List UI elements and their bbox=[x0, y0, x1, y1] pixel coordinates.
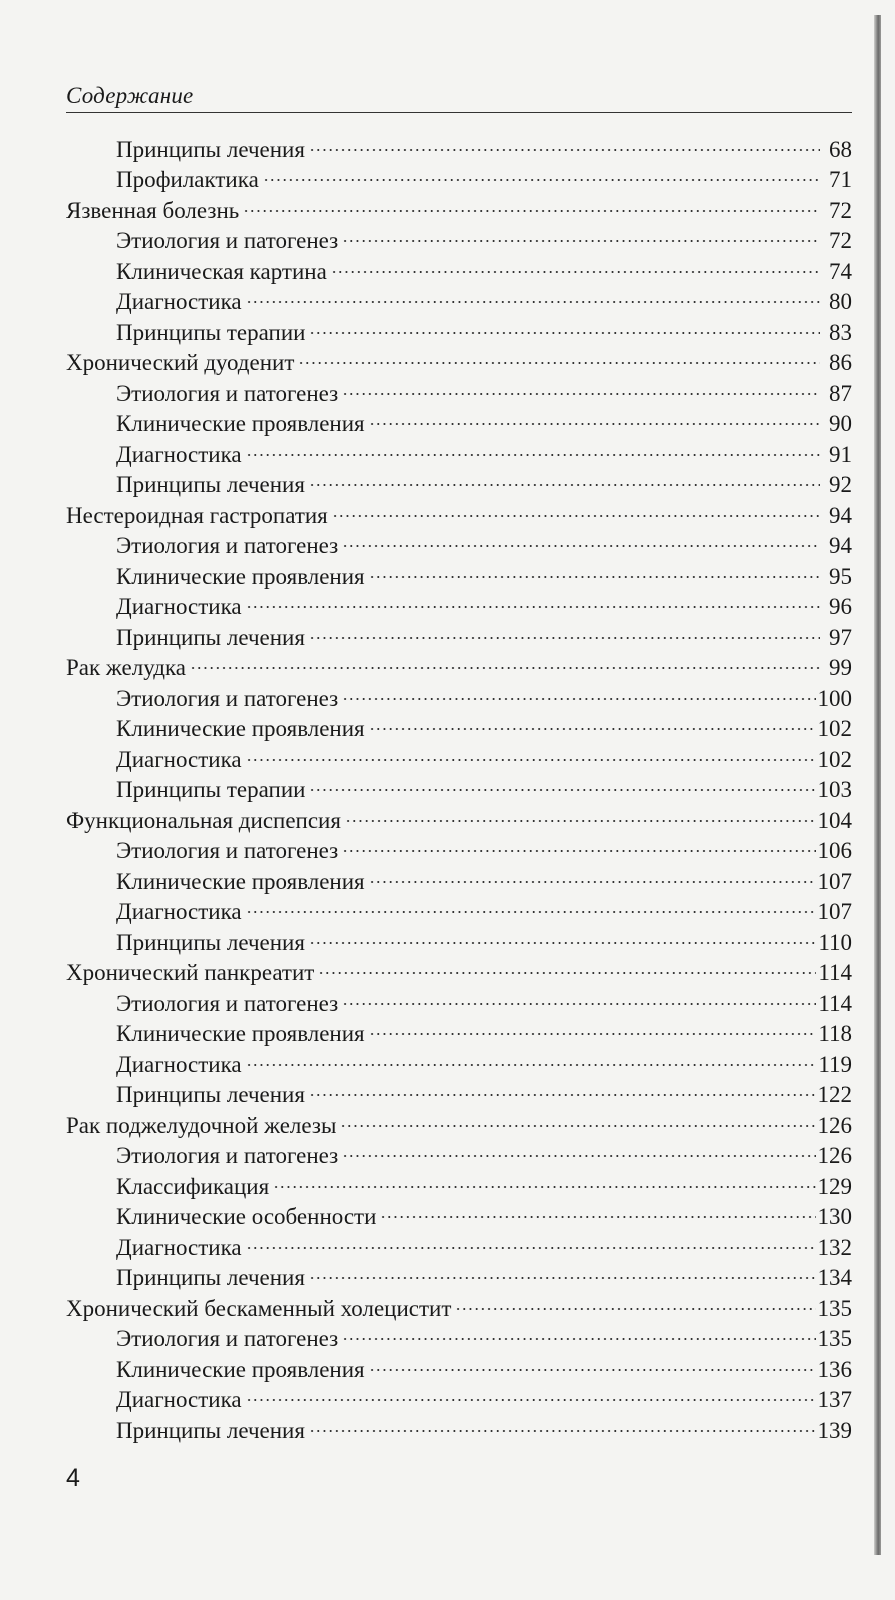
toc-entry-title: Хронический панкреатит bbox=[66, 960, 315, 985]
toc-entry-title: Нестероидная гастропатия bbox=[66, 502, 328, 528]
toc-section-entry bbox=[66, 1163, 852, 1199]
toc-entry-title: Этиология и патогенез bbox=[116, 685, 339, 711]
toc-dot-leader bbox=[340, 370, 822, 401]
toc-entry-title: Этиология и патогенез bbox=[116, 1143, 339, 1168]
toc-entry-page: 95 bbox=[829, 563, 852, 589]
toc-dot-leader bbox=[367, 1011, 819, 1042]
toc-entry-page: 92 bbox=[829, 472, 852, 497]
toc-entry-title: Клинические проявления bbox=[116, 563, 365, 589]
toc-dot-leader bbox=[343, 797, 818, 828]
toc-entry-title: Язвенная болезнь bbox=[66, 197, 240, 223]
toc-entry-page: 87 bbox=[829, 380, 852, 406]
toc-dot-leader bbox=[338, 1102, 817, 1133]
toc-section-entry bbox=[66, 1316, 852, 1351]
toc-section-entry bbox=[66, 706, 852, 741]
toc-dot-leader bbox=[307, 614, 822, 645]
toc-chapter-entry bbox=[66, 187, 852, 223]
toc-chapter-entry bbox=[66, 797, 852, 833]
toc-chapter-entry bbox=[66, 340, 852, 375]
toc-section-entry bbox=[66, 1255, 852, 1290]
toc-dot-leader bbox=[244, 1224, 818, 1255]
toc-dot-leader bbox=[307, 462, 822, 493]
toc-entry-page: 126 bbox=[817, 1143, 852, 1168]
toc-section-entry bbox=[66, 889, 852, 924]
toc-section-entry bbox=[66, 401, 852, 436]
toc-dot-leader bbox=[330, 492, 822, 523]
toc-entry-page: 132 bbox=[817, 1234, 852, 1260]
toc-dot-leader bbox=[367, 706, 818, 737]
toc-section-entry bbox=[66, 157, 852, 192]
toc-section-entry bbox=[66, 1011, 852, 1046]
toc-dot-leader bbox=[307, 126, 822, 157]
page-margin bbox=[881, 0, 895, 1600]
toc-dot-leader bbox=[367, 401, 822, 432]
toc-entry-page: 71 bbox=[829, 167, 852, 192]
toc-entry-page: 130 bbox=[817, 1204, 852, 1229]
toc-entry-title: Принципы лечения bbox=[116, 472, 305, 497]
toc-dot-leader bbox=[307, 1407, 818, 1438]
toc-entry-title: Диагностика bbox=[116, 899, 242, 924]
toc-section-entry bbox=[66, 431, 852, 467]
toc-section-entry bbox=[66, 980, 852, 1016]
toc-entry-page: 104 bbox=[817, 807, 852, 833]
table-of-contents bbox=[66, 126, 852, 1443]
toc-entry-title: Принципы лечения bbox=[116, 624, 305, 650]
toc-entry-page: 91 bbox=[829, 441, 852, 467]
toc-dot-leader bbox=[307, 767, 817, 798]
toc-entry-page: 83 bbox=[829, 319, 852, 345]
toc-entry-page: 74 bbox=[829, 258, 852, 284]
toc-entry-page: 114 bbox=[818, 990, 852, 1016]
toc-entry-page: 102 bbox=[817, 746, 852, 772]
toc-dot-leader bbox=[244, 736, 818, 767]
toc-section-entry bbox=[66, 218, 852, 253]
toc-dot-leader bbox=[296, 340, 822, 371]
toc-section-entry bbox=[66, 1072, 852, 1107]
toc-entry-title: Этиология и патогенез bbox=[116, 1326, 339, 1351]
toc-dot-leader bbox=[340, 218, 822, 249]
toc-dot-leader bbox=[244, 279, 822, 310]
toc-section-entry bbox=[66, 919, 852, 955]
toc-dot-leader bbox=[340, 523, 822, 554]
toc-entry-page: 126 bbox=[817, 1112, 852, 1138]
toc-entry-page: 110 bbox=[818, 929, 852, 955]
running-header-title: Содержание bbox=[66, 83, 194, 108]
toc-entry-title: Клинические проявления bbox=[116, 411, 365, 436]
toc-chapter-entry bbox=[66, 1285, 852, 1321]
toc-entry-page: 86 bbox=[829, 350, 852, 375]
toc-entry-title: Диагностика bbox=[116, 1387, 242, 1412]
toc-entry-title: Диагностика bbox=[116, 289, 242, 314]
toc-dot-leader bbox=[378, 1194, 817, 1225]
toc-entry-title: Этиология и патогенез bbox=[116, 533, 339, 558]
toc-entry-page: 72 bbox=[829, 197, 852, 223]
toc-entry-page: 106 bbox=[817, 838, 852, 863]
toc-section-entry bbox=[66, 584, 852, 619]
toc-entry-title: Клинические особенности bbox=[116, 1204, 377, 1229]
toc-entry-title: Принципы лечения bbox=[116, 1082, 305, 1107]
toc-entry-page: 97 bbox=[829, 624, 852, 650]
toc-entry-title: Принципы лечения bbox=[116, 929, 305, 955]
running-header bbox=[66, 78, 852, 113]
page-number: 4 bbox=[66, 1464, 80, 1492]
toc-entry-title: Этиология и патогенез bbox=[116, 838, 339, 863]
toc-section-entry bbox=[66, 126, 852, 162]
toc-entry-title: Функциональная диспепсия bbox=[66, 807, 341, 833]
toc-dot-leader bbox=[316, 950, 818, 981]
toc-entry-page: 72 bbox=[829, 228, 852, 253]
toc-entry-title: Клинические проявления bbox=[116, 1356, 365, 1382]
toc-dot-leader bbox=[340, 675, 817, 706]
toc-entry-title: Клинические проявления bbox=[116, 1021, 365, 1046]
toc-dot-leader bbox=[188, 645, 822, 676]
toc-entry-page: 99 bbox=[829, 655, 852, 680]
toc-entry-page: 94 bbox=[829, 533, 852, 558]
toc-entry-title: Диагностика bbox=[116, 441, 242, 467]
toc-dot-leader bbox=[340, 828, 817, 859]
toc-section-entry bbox=[66, 736, 852, 772]
toc-entry-title: Классификация bbox=[116, 1173, 270, 1199]
page-binding-edge bbox=[874, 15, 881, 1555]
toc-entry-page: 107 bbox=[817, 868, 852, 894]
toc-entry-title: Клинические проявления bbox=[116, 716, 365, 741]
toc-dot-leader bbox=[307, 1255, 818, 1286]
toc-section-entry bbox=[66, 1194, 852, 1229]
toc-entry-page: 136 bbox=[817, 1356, 852, 1382]
toc-dot-leader bbox=[307, 1072, 818, 1103]
toc-section-entry bbox=[66, 1407, 852, 1443]
toc-entry-page: 102 bbox=[817, 716, 852, 741]
toc-entry-page: 80 bbox=[829, 289, 852, 314]
toc-section-entry bbox=[66, 767, 852, 802]
toc-dot-leader bbox=[244, 889, 818, 920]
toc-entry-title: Рак поджелудочной железы bbox=[66, 1112, 337, 1138]
toc-chapter-entry bbox=[66, 645, 852, 680]
toc-section-entry bbox=[66, 675, 852, 711]
toc-entry-title: Этиология и патогенез bbox=[116, 990, 339, 1016]
toc-dot-leader bbox=[244, 584, 822, 615]
toc-dot-leader bbox=[244, 1041, 819, 1072]
toc-section-entry bbox=[66, 1377, 852, 1412]
toc-section-entry bbox=[66, 279, 852, 314]
toc-dot-leader bbox=[340, 1133, 817, 1164]
toc-entry-title: Диагностика bbox=[116, 746, 242, 772]
toc-dot-leader bbox=[261, 157, 822, 188]
toc-entry-page: 90 bbox=[829, 411, 852, 436]
toc-entry-title: Диагностика bbox=[116, 594, 242, 619]
toc-section-entry bbox=[66, 462, 852, 497]
toc-entry-title: Принципы терапии bbox=[116, 777, 306, 802]
toc-dot-leader bbox=[367, 1346, 818, 1377]
toc-dot-leader bbox=[307, 919, 818, 950]
toc-entry-page: 129 bbox=[817, 1173, 852, 1199]
toc-entry-page: 103 bbox=[817, 777, 852, 802]
toc-dot-leader bbox=[244, 431, 822, 462]
toc-dot-leader bbox=[453, 1285, 817, 1316]
toc-section-entry bbox=[66, 309, 852, 345]
toc-entry-title: Этиология и патогенез bbox=[116, 228, 339, 253]
toc-entry-title: Принципы терапии bbox=[116, 319, 306, 345]
toc-entry-title: Диагностика bbox=[116, 1051, 242, 1077]
toc-section-entry bbox=[66, 553, 852, 589]
toc-chapter-entry bbox=[66, 492, 852, 528]
toc-dot-leader bbox=[329, 248, 822, 279]
toc-chapter-entry bbox=[66, 1102, 852, 1138]
toc-entry-page: 139 bbox=[817, 1417, 852, 1443]
toc-section-entry bbox=[66, 1133, 852, 1168]
toc-entry-title: Принципы лечения bbox=[116, 136, 305, 162]
toc-dot-leader bbox=[241, 187, 822, 218]
toc-entry-title: Принципы лечения bbox=[116, 1417, 305, 1443]
toc-entry-page: 122 bbox=[817, 1082, 852, 1107]
toc-dot-leader bbox=[340, 980, 818, 1011]
toc-entry-page: 68 bbox=[829, 136, 852, 162]
toc-entry-title: Профилактика bbox=[116, 167, 259, 192]
toc-entry-page: 135 bbox=[817, 1326, 852, 1351]
toc-entry-title: Диагностика bbox=[116, 1234, 242, 1260]
toc-dot-leader bbox=[271, 1163, 817, 1194]
toc-entry-page: 119 bbox=[818, 1051, 852, 1077]
toc-dot-leader bbox=[307, 309, 822, 340]
toc-dot-leader bbox=[367, 553, 822, 584]
toc-section-entry bbox=[66, 1041, 852, 1077]
toc-entry-title: Принципы лечения bbox=[116, 1265, 305, 1290]
toc-entry-page: 137 bbox=[817, 1387, 852, 1412]
toc-section-entry bbox=[66, 828, 852, 863]
toc-entry-title: Рак желудка bbox=[66, 655, 186, 680]
toc-section-entry bbox=[66, 370, 852, 406]
toc-entry-page: 135 bbox=[817, 1295, 852, 1321]
toc-entry-page: 134 bbox=[817, 1265, 852, 1290]
toc-entry-title: Хронический дуоденит bbox=[66, 350, 295, 375]
toc-entry-title: Клиническая картина bbox=[116, 258, 327, 284]
toc-section-entry bbox=[66, 523, 852, 558]
toc-dot-leader bbox=[367, 858, 818, 889]
toc-section-entry bbox=[66, 614, 852, 650]
toc-chapter-entry bbox=[66, 950, 852, 985]
toc-entry-title: Клинические проявления bbox=[116, 868, 365, 894]
toc-entry-page: 94 bbox=[829, 502, 852, 528]
toc-entry-title: Этиология и патогенез bbox=[116, 380, 339, 406]
toc-entry-title: Хронический бескаменный холецистит bbox=[66, 1295, 452, 1321]
toc-entry-page: 114 bbox=[818, 960, 852, 985]
toc-entry-page: 100 bbox=[817, 685, 852, 711]
toc-section-entry bbox=[66, 248, 852, 284]
toc-dot-leader bbox=[244, 1377, 818, 1408]
toc-section-entry bbox=[66, 1346, 852, 1382]
toc-entry-page: 107 bbox=[817, 899, 852, 924]
toc-section-entry bbox=[66, 1224, 852, 1260]
toc-section-entry bbox=[66, 858, 852, 894]
toc-entry-page: 96 bbox=[829, 594, 852, 619]
toc-dot-leader bbox=[340, 1316, 817, 1347]
toc-entry-page: 118 bbox=[818, 1021, 852, 1046]
